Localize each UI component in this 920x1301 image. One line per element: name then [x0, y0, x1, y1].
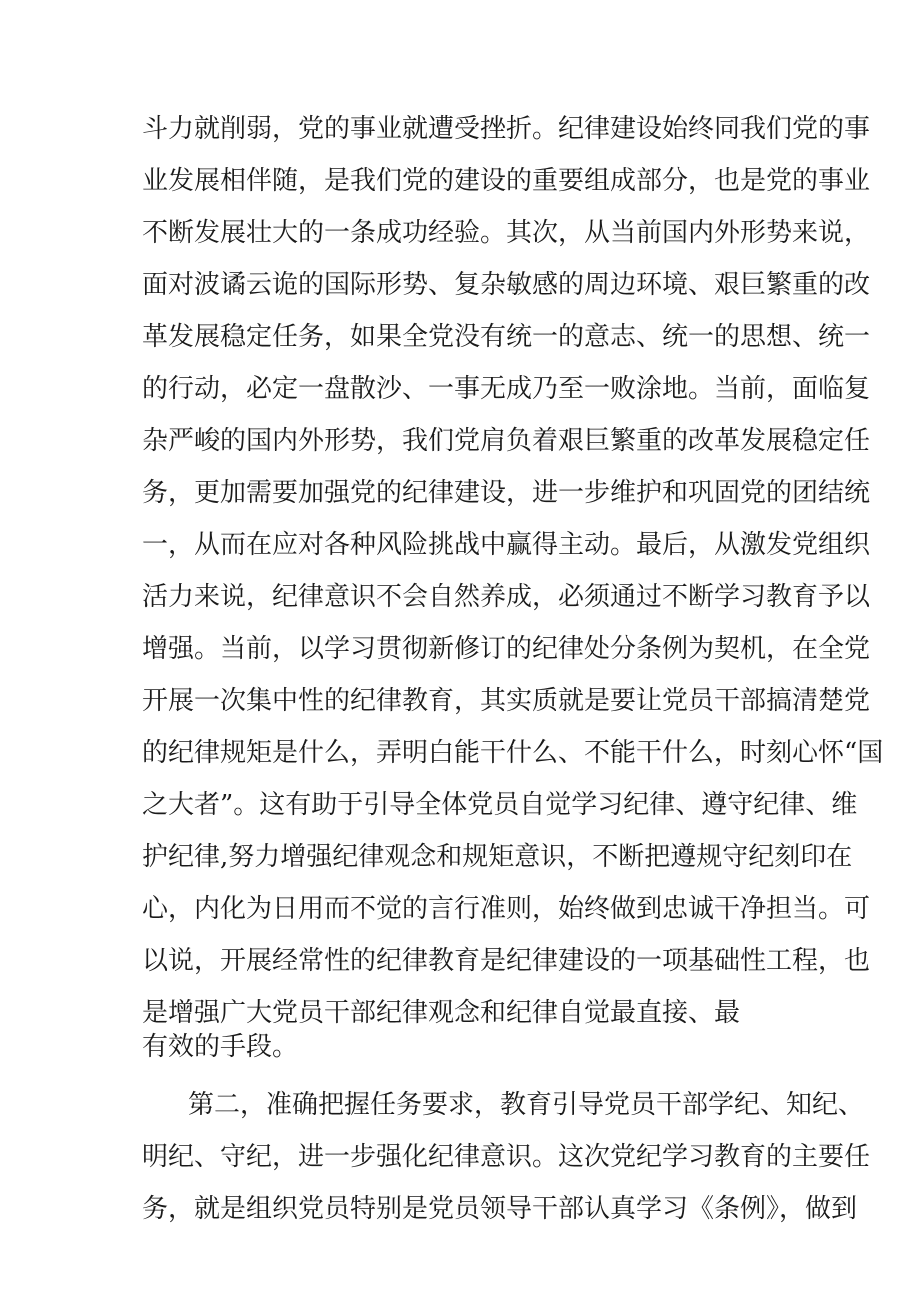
text-line: 面对波谲云诡的国际形势、复杂敏感的周边环境、艰巨繁重的改 [142, 270, 871, 300]
text-line: 有效的手段。 [142, 1032, 299, 1062]
text-line: 护纪律,努力增强纪律观念和规矩意识，不断把遵规守纪刻印在 [142, 842, 853, 872]
text-line: 革发展稳定任务，如果全党没有统一的意志、统一的思想、统一 [142, 322, 871, 352]
text-line: 业发展相伴随，是我们党的建设的重要组成部分，也是党的事业 [142, 166, 871, 196]
text-line: 心，内化为日用而不觉的言行准则，始终做到忠诚干净担当。可 [142, 894, 871, 924]
text-line: 务，就是组织党员特别是党员领导干部认真学习《条例》，做到 [142, 1194, 858, 1224]
paragraph-start-line: 第二，准确把握任务要求，教育引导党员干部学纪、知纪、 [188, 1090, 865, 1120]
text-line: 之大者”。这有助于引导全体党员自觉学习纪律、遵守纪律、维 [142, 790, 858, 820]
text-line: 的纪律规矩是什么，弄明白能干什么、不能干什么，时刻心怀“国 [142, 738, 884, 768]
text-line: 务，更加需要加强党的纪律建设，进一步维护和巩固党的团结统 [142, 478, 871, 508]
text-line: 斗力就削弱，党的事业就遭受挫折。纪律建设始终同我们党的事 [142, 114, 871, 144]
text-line: 不断发展壮大的一条成功经验。其次，从当前国内外形势来说， [142, 218, 871, 248]
text-line: 杂严峻的国内外形势，我们党肩负着艰巨繁重的改革发展稳定任 [142, 426, 871, 456]
text-line: 开展一次集中性的纪律教育，其实质就是要让党员干部搞清楚党 [142, 686, 871, 716]
text-line: 活力来说，纪律意识不会自然养成，必须通过不断学习教育予以 [142, 582, 871, 612]
text-line: 明纪、守纪，进一步强化纪律意识。这次党纪学习教育的主要任 [142, 1142, 871, 1172]
text-line: 的行动，必定一盘散沙、一事无成乃至一败涂地。当前，面临复 [142, 374, 871, 404]
text-line: 是增强广大党员干部纪律观念和纪律自觉最直接、最 [142, 998, 741, 1028]
text-line: 增强。当前，以学习贯彻新修订的纪律处分条例为契机，在全党 [142, 634, 871, 664]
text-line: 一，从而在应对各种风险挑战中赢得主动。最后，从激发党组织 [142, 530, 871, 560]
text-line: 以说，开展经常性的纪律教育是纪律建设的一项基础性工程，也 [142, 946, 871, 976]
